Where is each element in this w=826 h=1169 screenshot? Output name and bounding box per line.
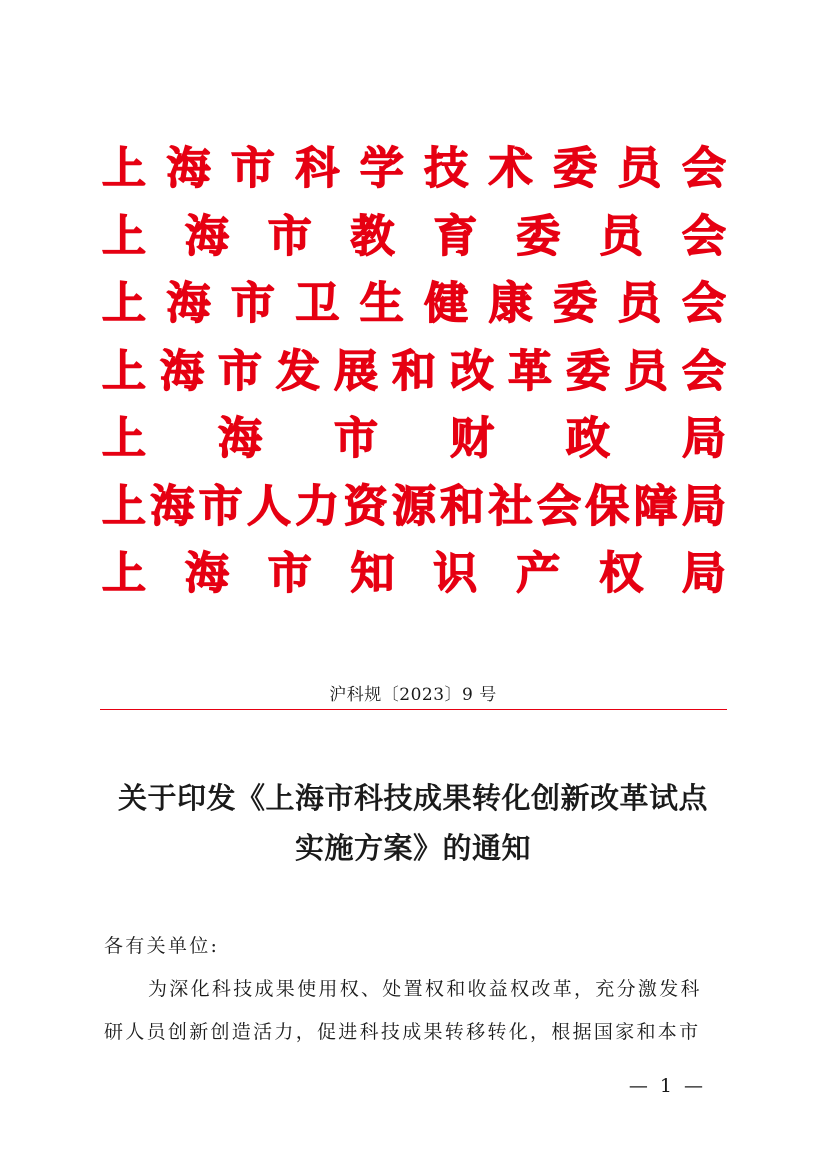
agency-character: 海: [184, 210, 229, 262]
agency-line: [102, 338, 726, 406]
agency-character: 科: [295, 143, 340, 194]
agency-character: 委: [553, 143, 598, 194]
agency-character: 革: [508, 345, 552, 397]
agency-character: 学: [359, 143, 404, 194]
agency-character: 市: [230, 278, 275, 329]
issuing-agencies: [102, 135, 726, 608]
agency-character: 会: [682, 345, 726, 397]
agency-character: 委: [553, 278, 598, 329]
agency-character: 海: [166, 143, 211, 194]
agency-character: 上: [102, 548, 146, 599]
document-title-line-1: 关于印发《上海市科技成果转化创新改革试点: [117, 781, 708, 815]
agency-character: 政: [566, 413, 610, 464]
agency-character: 技: [424, 143, 469, 194]
agency-character: 育: [433, 210, 478, 262]
agency-character: 上: [102, 480, 146, 532]
agency-character: 会: [536, 480, 581, 532]
agency-character: 员: [617, 278, 662, 329]
agency-character: 市: [334, 413, 378, 464]
agency-character: 海: [160, 345, 204, 397]
agency-character: 展: [334, 345, 378, 397]
agency-character: 局: [682, 413, 726, 464]
page-number: — 1 —: [628, 1075, 706, 1097]
agency-character: 上: [102, 345, 146, 397]
agency-character: 知: [350, 548, 395, 599]
agency-character: 会: [681, 278, 726, 329]
agency-character: 生: [359, 278, 404, 329]
agency-line: [102, 405, 726, 473]
agency-character: 会: [681, 210, 726, 262]
agency-character: 障: [633, 480, 678, 532]
agency-character: 保: [585, 480, 630, 532]
agency-character: 海: [218, 413, 262, 464]
agency-line: [102, 270, 726, 338]
red-separator-line: [100, 709, 727, 710]
agency-character: 社: [488, 480, 533, 532]
agency-character: 市: [267, 210, 312, 262]
agency-line: [102, 540, 726, 608]
agency-character: 健: [424, 278, 469, 329]
agency-character: 权: [599, 548, 644, 599]
agency-character: 财: [450, 413, 494, 464]
agency-character: 源: [391, 480, 436, 532]
agency-character: 海: [184, 548, 229, 599]
agency-character: 员: [599, 210, 644, 262]
agency-character: 员: [617, 143, 662, 194]
agency-character: 卫: [295, 278, 340, 329]
agency-character: 上: [102, 413, 146, 464]
agency-character: 海: [166, 278, 211, 329]
salutation: 各有关单位:: [104, 935, 220, 957]
agency-character: 产: [516, 548, 561, 599]
agency-character: 海: [150, 480, 195, 532]
agency-line: [102, 473, 726, 541]
agency-character: 上: [102, 143, 146, 194]
agency-character: 康: [488, 278, 533, 329]
agency-character: 委: [516, 210, 561, 262]
agency-character: 市: [230, 143, 275, 194]
agency-character: 识: [433, 548, 478, 599]
agency-character: 术: [488, 143, 533, 194]
agency-character: 委: [566, 345, 610, 397]
body-paragraph-line-2: 研人员创新创造活力，促进科技成果转移转化，根据国家和本市: [104, 1021, 701, 1043]
agency-character: 资: [343, 480, 388, 532]
agency-character: 局: [681, 548, 726, 599]
agency-character: 改: [450, 345, 494, 397]
document-number: 沪科规〔2023〕9 号: [329, 685, 497, 705]
agency-character: 上: [102, 210, 146, 262]
agency-character: 上: [102, 278, 146, 329]
agency-character: 教: [350, 210, 395, 262]
agency-character: 发: [276, 345, 320, 397]
agency-character: 会: [681, 143, 726, 194]
agency-character: 市: [267, 548, 312, 599]
agency-character: 力: [295, 480, 340, 532]
agency-character: 人: [246, 480, 291, 532]
body-paragraph-line-1: 为深化科技成果使用权、处置权和收益权改革，充分激发科: [148, 978, 702, 1000]
agency-character: 和: [392, 345, 436, 397]
agency-line: [102, 135, 726, 203]
document-title-line-2: 实施方案》的通知: [294, 831, 531, 865]
agency-character: 和: [440, 480, 485, 532]
agency-character: 局: [681, 480, 726, 532]
agency-character: 员: [624, 345, 668, 397]
agency-line: [102, 203, 726, 271]
agency-character: 市: [218, 345, 262, 397]
agency-character: 市: [198, 480, 243, 532]
